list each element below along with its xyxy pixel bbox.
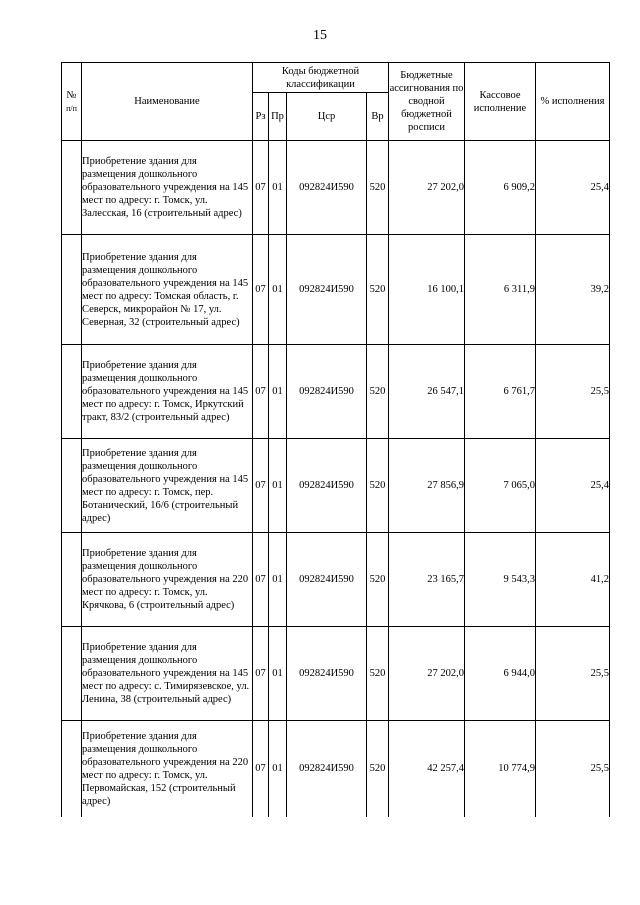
column-header-percent: % исполнения [536,63,610,141]
row-pr: 01 [269,235,287,345]
row-budget: 27 856,9 [389,439,465,533]
row-cash: 6 761,7 [465,345,536,439]
row-name: Приобретение здания для размещения дошкольного образовательного учреждения на 145 мест по адресу: г. Томск, пер. Ботанический, 16/6 (строительный адрес) [82,439,253,533]
row-rz: 07 [253,721,269,817]
row-percent: 39,2 [536,235,610,345]
row-name: Приобретение здания для размещения дошкольного образовательного учреждения на 145 мест по адресу: Томская область, г. Северск, микрорайон № 17, ул. Северная, 32 (строительный адрес) [82,235,253,345]
row-number [62,141,82,235]
row-pr: 01 [269,533,287,627]
row-csr: 092824И590 [287,533,367,627]
number-sign: № [66,89,77,101]
row-csr: 092824И590 [287,439,367,533]
table-row [62,721,610,817]
row-csr: 092824И590 [287,141,367,235]
row-vr: 520 [367,627,389,721]
row-percent: 41,2 [536,533,610,627]
row-number [62,627,82,721]
row-budget: 16 100,1 [389,235,465,345]
row-vr: 520 [367,439,389,533]
row-number [62,721,82,817]
row-rz: 07 [253,439,269,533]
column-header-csr: Цср [287,93,367,141]
row-csr: 092824И590 [287,345,367,439]
column-header-vr: Вр [367,93,389,141]
row-rz: 07 [253,235,269,345]
table-row [62,439,610,533]
column-header-pr: Пр [269,93,287,141]
table-row [62,345,610,439]
page-number: 15 [313,28,327,43]
row-name: Приобретение здания для размещения дошкольного образовательного учреждения на 220 мест по адресу: г. Томск, ул. Крячкова, 6 (строительный адрес) [82,533,253,627]
row-vr: 520 [367,235,389,345]
row-cash: 6 311,9 [465,235,536,345]
column-header-codes-group: Коды бюджетной классификации [253,63,389,93]
row-percent: 25,5 [536,627,610,721]
row-name: Приобретение здания для размещения дошкольного образовательного учреждения на 145 мест по адресу: г. Томск, ул. Залесская, 16 (строительный адрес) [82,141,253,235]
row-budget: 42 257,4 [389,721,465,817]
row-number [62,439,82,533]
row-number [62,345,82,439]
row-pr: 01 [269,141,287,235]
row-pr: 01 [269,439,287,533]
table-row [62,627,610,721]
row-vr: 520 [367,721,389,817]
row-rz: 07 [253,627,269,721]
column-header-budget: Бюджетные ассигнования по сводной бюджетной росписи [389,63,465,141]
row-percent: 25,4 [536,141,610,235]
table-row [62,235,610,345]
row-budget: 27 202,0 [389,627,465,721]
row-csr: 092824И590 [287,235,367,345]
row-cash: 6 909,2 [465,141,536,235]
column-header-name: Наименование [82,63,253,141]
column-header-rz: Рз [253,93,269,141]
row-pr: 01 [269,721,287,817]
table-row [62,533,610,627]
row-cash: 10 774,9 [465,721,536,817]
budget-execution-table [61,62,610,817]
row-cash: 7 065,0 [465,439,536,533]
column-header-cash: Кассовое исполнение [465,63,536,141]
row-csr: 092824И590 [287,721,367,817]
row-pr: 01 [269,345,287,439]
column-header-number [62,63,82,141]
row-vr: 520 [367,141,389,235]
row-cash: 9 543,3 [465,533,536,627]
row-budget: 27 202,0 [389,141,465,235]
row-rz: 07 [253,533,269,627]
row-rz: 07 [253,345,269,439]
row-number [62,533,82,627]
row-vr: 520 [367,345,389,439]
row-name: Приобретение здания для размещения дошкольного образовательного учреждения на 220 мест по адресу: г. Томск, ул. Первомайская, 152 (строительный адрес) [82,721,253,817]
row-rz: 07 [253,141,269,235]
row-number [62,235,82,345]
row-name: Приобретение здания для размещения дошкольного образовательного учреждения на 145 мест по адресу: с. Тимирязевское, ул. Ленина, 38 (строительный адрес) [82,627,253,721]
row-cash: 6 944,0 [465,627,536,721]
table-row [62,141,610,235]
row-budget: 23 165,7 [389,533,465,627]
row-percent: 25,5 [536,721,610,817]
row-pr: 01 [269,627,287,721]
row-percent: 25,4 [536,439,610,533]
row-percent: 25,5 [536,345,610,439]
number-subtitle: п/п [66,103,77,113]
row-name: Приобретение здания для размещения дошкольного образовательного учреждения на 145 мест по адресу: г. Томск, Иркутский тракт, 83/2 (строительный адрес) [82,345,253,439]
row-vr: 520 [367,533,389,627]
row-budget: 26 547,1 [389,345,465,439]
row-csr: 092824И590 [287,627,367,721]
